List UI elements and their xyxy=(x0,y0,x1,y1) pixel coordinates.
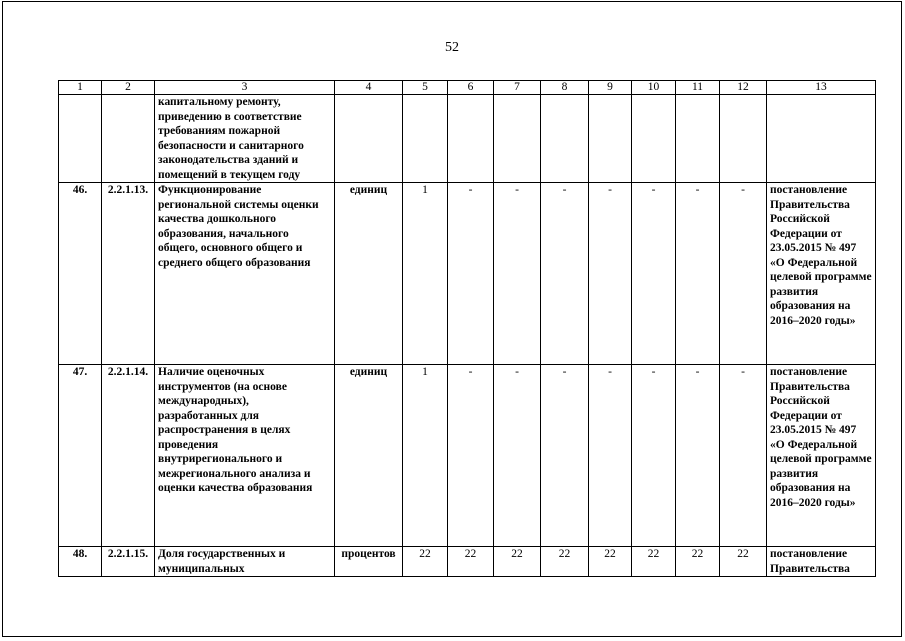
row-value xyxy=(632,95,676,183)
row-value: 22 xyxy=(494,547,541,577)
row-unit: процентов xyxy=(335,547,403,577)
row-value xyxy=(541,95,589,183)
indicators-table xyxy=(58,80,876,577)
column-header: 7 xyxy=(494,81,541,95)
table-row xyxy=(59,183,876,365)
row-value: - xyxy=(448,365,494,547)
row-value: 1 xyxy=(403,183,448,365)
row-value xyxy=(494,95,541,183)
row-number: 47. xyxy=(59,365,102,547)
row-value: 22 xyxy=(448,547,494,577)
document-page xyxy=(2,1,902,637)
row-value xyxy=(676,95,720,183)
row-value xyxy=(403,95,448,183)
row-value: 22 xyxy=(720,547,767,577)
column-number-row xyxy=(59,81,876,95)
row-value: 1 xyxy=(403,365,448,547)
row-number: 46. xyxy=(59,183,102,365)
row-unit xyxy=(335,95,403,183)
column-header: 6 xyxy=(448,81,494,95)
column-header: 10 xyxy=(632,81,676,95)
row-value: - xyxy=(720,365,767,547)
row-indicator-name: Наличие оценочных инструментов (на основе международных), разработанных для распространения в целях проведения внутрирегионального и межрегионального анализа и оценки качества образования xyxy=(155,365,335,547)
row-legal-basis: постановление Правительства Российской Федерации от 23.05.2015 № 497 «О Федеральной целевой программе развития образования на 2016–2020 годы» xyxy=(767,183,876,365)
row-legal-basis xyxy=(767,95,876,183)
row-value: - xyxy=(541,183,589,365)
column-header: 1 xyxy=(59,81,102,95)
row-value xyxy=(720,95,767,183)
page-number: 52 xyxy=(445,40,459,55)
column-header: 11 xyxy=(676,81,720,95)
row-value: - xyxy=(589,365,632,547)
table-row xyxy=(59,547,876,577)
column-header: 8 xyxy=(541,81,589,95)
row-value: - xyxy=(494,183,541,365)
row-value: - xyxy=(676,365,720,547)
row-indicator-name: Доля государственных и муниципальных xyxy=(155,547,335,577)
row-legal-basis: постановление Правительства Российской Федерации от 23.05.2015 № 497 «О Федеральной целевой программе развития образования на 2016–2020 годы» xyxy=(767,365,876,547)
row-value xyxy=(448,95,494,183)
row-legal-basis: постановление Правительства xyxy=(767,547,876,577)
row-value: - xyxy=(589,183,632,365)
row-indicator-name: капитальному ремонту, приведению в соответствие требованиям пожарной безопасности и санитарного законодательства зданий и помещений в текущем году xyxy=(155,95,335,183)
row-value: 22 xyxy=(676,547,720,577)
row-value: - xyxy=(541,365,589,547)
column-header: 3 xyxy=(155,81,335,95)
row-value: - xyxy=(676,183,720,365)
row-number xyxy=(59,95,102,183)
row-value: - xyxy=(632,365,676,547)
row-value: 22 xyxy=(541,547,589,577)
row-code: 2.2.1.15. xyxy=(102,547,155,577)
column-header: 5 xyxy=(403,81,448,95)
row-number: 48. xyxy=(59,547,102,577)
row-value: 22 xyxy=(589,547,632,577)
column-header: 9 xyxy=(589,81,632,95)
row-value: - xyxy=(720,183,767,365)
row-value: 22 xyxy=(632,547,676,577)
column-header: 12 xyxy=(720,81,767,95)
row-value: - xyxy=(632,183,676,365)
row-unit: единиц xyxy=(335,365,403,547)
row-value: - xyxy=(448,183,494,365)
row-code: 2.2.1.14. xyxy=(102,365,155,547)
row-indicator-name: Функционирование региональной системы оценки качества дошкольного образования, начального общего, основного общего и среднего общего образования xyxy=(155,183,335,365)
row-value: 22 xyxy=(403,547,448,577)
column-header: 4 xyxy=(335,81,403,95)
row-value xyxy=(589,95,632,183)
row-code: 2.2.1.13. xyxy=(102,183,155,365)
row-unit: единиц xyxy=(335,183,403,365)
row-code xyxy=(102,95,155,183)
row-value: - xyxy=(494,365,541,547)
table-row xyxy=(59,365,876,547)
table-row xyxy=(59,95,876,183)
column-header: 13 xyxy=(767,81,876,95)
column-header: 2 xyxy=(102,81,155,95)
